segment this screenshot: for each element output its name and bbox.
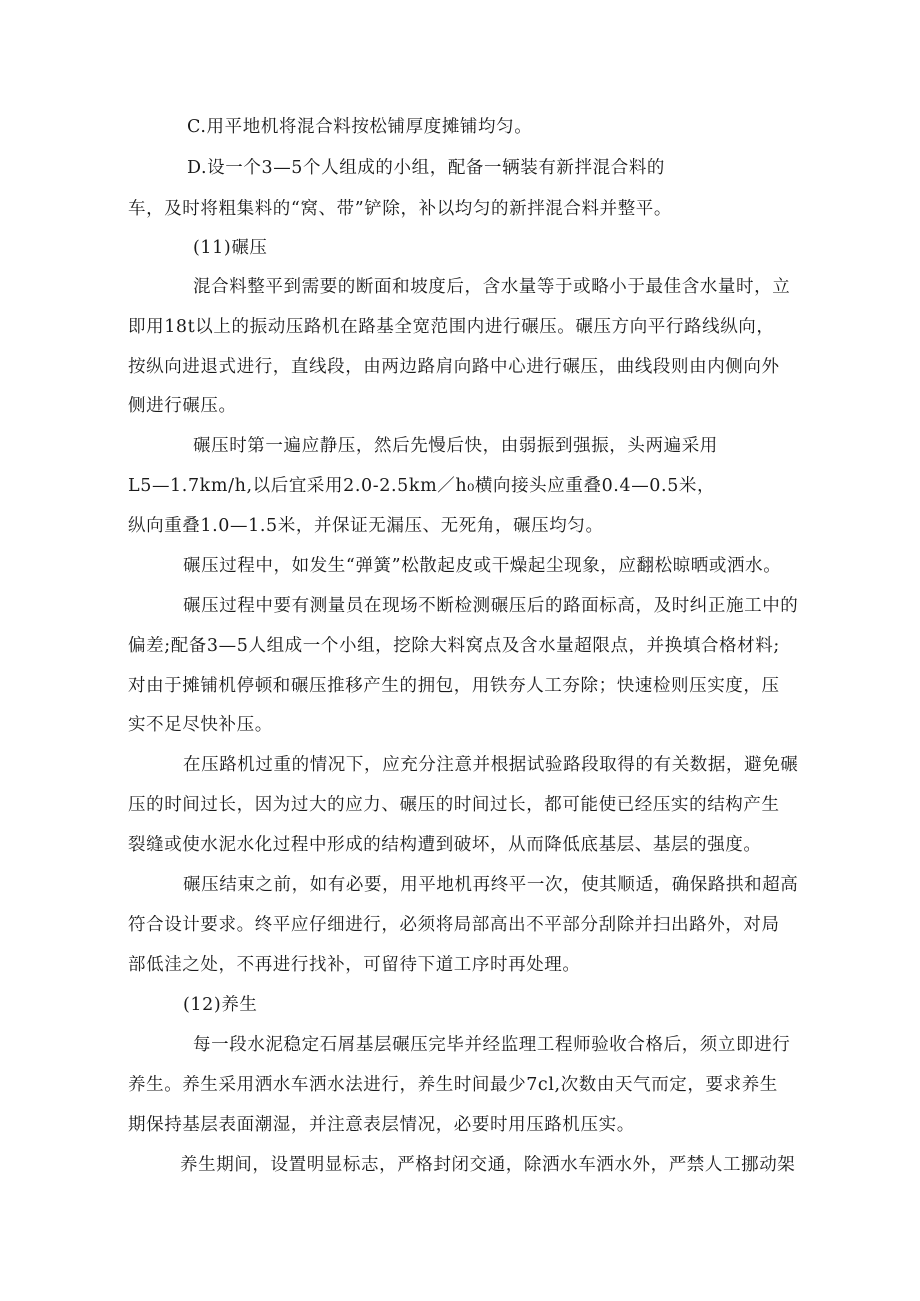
paragraph-line: 养生期间，设置明显标志，严格封闭交通，除洒水车洒水外，严禁人工挪动架 [180,1155,796,1175]
section-heading-curing: (12)养生 [183,995,258,1015]
paragraph-item-d-line-1: D.设一个3—5个人组成的小组，配备一辆装有新拌混合料的 [187,158,666,178]
paragraph-line: 压的时间过长，因为过大的应力、碾压的时间过长，都可能使已经压实的结构产生 [128,795,780,815]
paragraph-line: 偏差;配备3—5人组成一个小组，挖除大料窝点及含水量超限点，并换填合格材料; [128,636,780,656]
paragraph-line: 符合设计要求。终平应仔细进行，必须将局部高出不平部分刮除并扫出路外，对局 [128,915,780,935]
paragraph-item-c: C.用平地机将混合料按松铺厚度摊铺均匀。 [187,117,533,137]
paragraph-line: 对由于摊铺机停顿和碾压推移产生的拥包，用铁夯人工夯除；快速检则压实度，压 [128,676,780,696]
paragraph-line: 即用18t以上的振动压路机在路基全宽范围内进行碾压。碾压方向平行路线纵向， [128,317,775,337]
paragraph-line: 养生。养生采用洒水车洒水法进行，养生时间最少7cl,次数由天气而定，要求养生 [128,1075,778,1095]
paragraph-line: 实不足尽快补压。 [128,715,273,735]
paragraph-line: 每一段水泥稳定石屑基层碾压完毕并经监理工程师验收合格后，须立即进行 [193,1035,791,1055]
paragraph-line: 碾压结束之前，如有必要，用平地机再终平一次，使其顺适，确保路拱和超高 [183,875,799,895]
paragraph-line: 裂缝或使水泥水化过程中形成的结构遭到破坏，从而降低底基层、基层的强度。 [128,835,762,855]
paragraph-line: 碾压过程中，如发生“弹簧”松散起皮或干燥起尘现象，应翻松晾晒或洒水。 [183,556,782,576]
paragraph-line: 期保持基层表面潮湿，并注意表层情况，必要时用压路机压实。 [128,1115,635,1135]
paragraph-line: 部低洼之处，不再进行找补，可留待下道工序时再处理。 [128,955,581,975]
paragraph-line: 碾压时第一遍应静压，然后先慢后快，由弱振到强振，头两遍采用 [193,436,718,456]
paragraph-line: 按纵向进退式进行，直线段，由两边路肩向路中心进行碾压，曲线段则由内侧向外 [128,357,780,377]
paragraph-line: L5—1.7km/h,以后宜采用2.0-2.5km／h₀横向接头应重叠0.4—0.5米， [128,476,716,496]
paragraph-line: 混合料整平到需要的断面和坡度后，含水量等于或略小于最佳含水量时，立 [193,277,791,297]
section-heading-compaction: (11)碾压 [193,238,268,258]
paragraph-item-d-line-2: 车，及时将粗集料的“窝、带”铲除，补以均匀的新拌混合料并整平。 [128,199,672,219]
paragraph-line: 在压路机过重的情况下，应充分注意并根据试验路段取得的有关数据，避免碾 [183,755,799,775]
paragraph-line: 碾压过程中要有测量员在现场不断检测碾压后的路面标高，及时纠正施工中的 [183,596,799,616]
paragraph-line: 侧进行碾压。 [128,396,237,416]
paragraph-line: 纵向重叠1.0—1.5米，并保证无漏压、无死角，碾压均匀。 [128,516,604,536]
